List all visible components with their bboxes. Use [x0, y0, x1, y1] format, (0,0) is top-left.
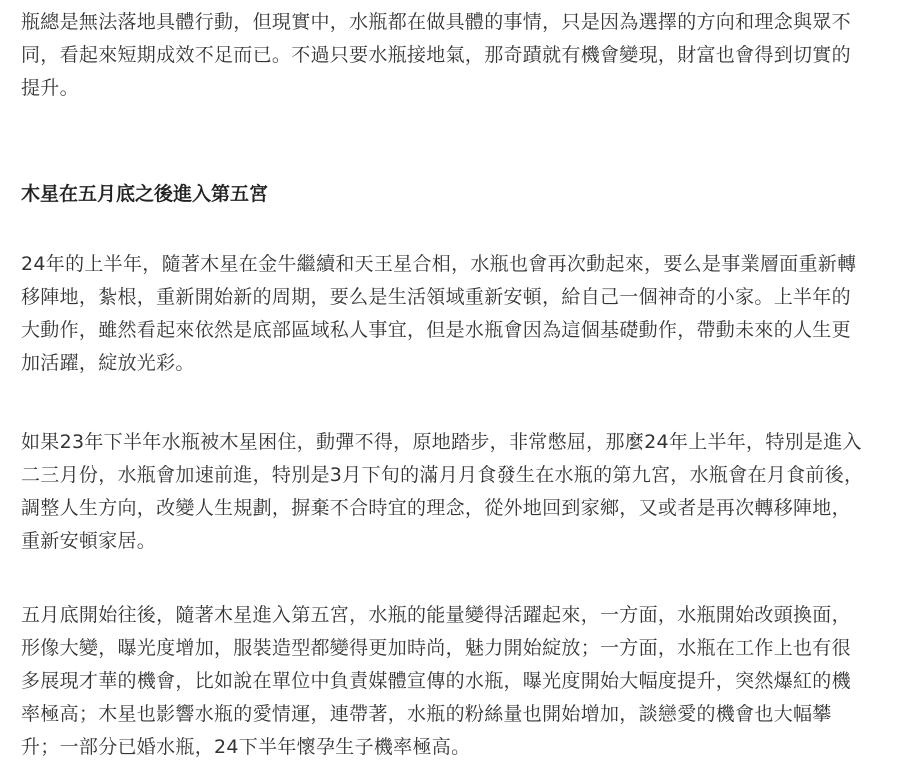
- text-line: 移陣地，紮根，重新開始新的周期，要么是生活領域重新安頓，給自己一個神奇的小家。上半年的: [21, 286, 851, 308]
- text-line: 升；一部分已婚水瓶，24下半年懷孕生子機率極高。: [21, 736, 471, 758]
- intro-paragraph: [21, 6, 851, 105]
- text-line: 調整人生方向，改變人生規劃，摒棄不合時宜的理念，從外地回到家鄉，又或者是再次轉移陣地，: [21, 497, 851, 519]
- text-line: 瓶總是無法落地具體行動，但現實中，水瓶都在做具體的事情，只是因為選擇的方向和理念與眾不: [21, 11, 851, 33]
- text-line: 同，看起來短期成效不足而已。不過只要水瓶接地氣，那奇蹟就有機會變現，財富也會得到切實的: [21, 44, 851, 66]
- text-line: 多展現才華的機會，比如說在單位中負責媒體宣傳的水瓶，曝光度開始大幅度提升，突然爆紅的機: [21, 670, 851, 692]
- paragraph-first-half-year: [21, 248, 856, 380]
- text-line: 形像大變，曝光度增加，服裝造型都變得更加時尚，魅力開始綻放；一方面，水瓶在工作上也有很: [21, 637, 851, 659]
- section-heading: 木星在五月底之後進入第五宮: [21, 183, 269, 205]
- text-line: 加活躍，綻放光彩。: [21, 352, 195, 374]
- text-line: 24年的上半年，隨著木星在金牛繼續和天王星合相，水瓶也會再次動起來，要么是事業層面重新轉: [21, 253, 857, 275]
- text-line: 如果23年下半年水瓶被木星困住，動彈不得，原地踏步，非常憋屈，那麼24年上半年，特別是進入: [21, 431, 862, 453]
- paragraph-fifth-house: [21, 599, 851, 764]
- text-line: 提升。: [21, 77, 79, 99]
- text-line: 五月底開始往後，隨著木星進入第五宮，水瓶的能量變得活躍起來，一方面，水瓶開始改頭換面，: [21, 604, 851, 626]
- text-line: 重新安頓家居。: [21, 530, 157, 552]
- text-line: 二三月份，水瓶會加速前進，特別是3月下旬的滿月月食發生在水瓶的第九宮，水瓶會在月食前後，: [21, 464, 864, 486]
- text-line: 大動作，雖然看起來依然是底部區域私人事宜，但是水瓶會因為這個基礎動作，帶動未來的人生更: [21, 319, 851, 341]
- paragraph-eclipse: [21, 426, 863, 558]
- text-line: 率極高；木星也影響水瓶的愛情運，連帶著，水瓶的粉絲量也開始增加，談戀愛的機會也大幅攀: [21, 703, 832, 725]
